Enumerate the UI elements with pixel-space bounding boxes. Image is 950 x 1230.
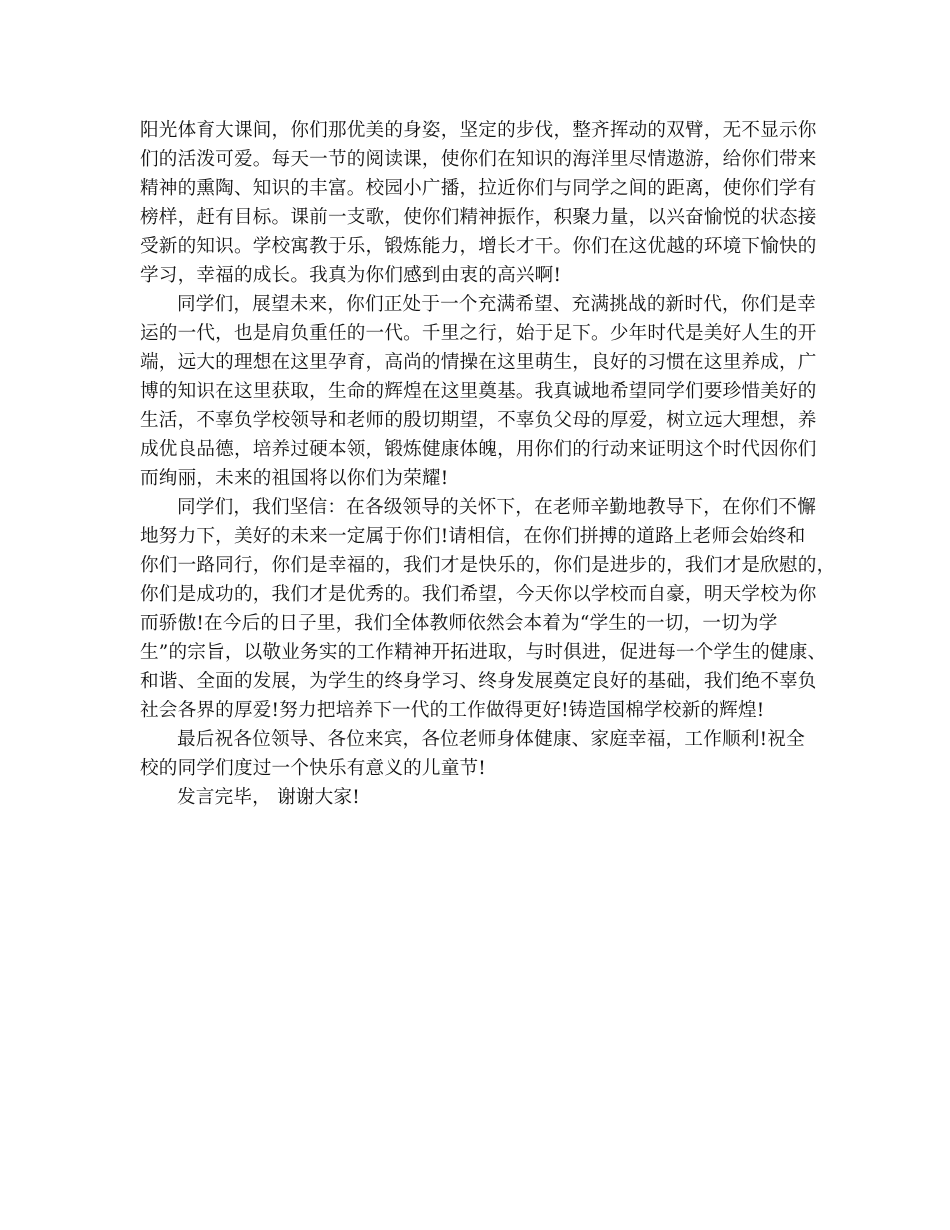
paragraph-4	[140, 725, 815, 783]
text-line: 运的一代，也是肩负重任的一代。千里之行，始于足下。少年时代是美好人生的开	[140, 323, 817, 344]
text-line: 校的同学们度过一个快乐有意义的儿童节!	[140, 758, 486, 779]
text-line: 社会各界的厚爱!努力把培养下一代的工作做得更好!铸造国棉学校新的辉煌!	[140, 700, 765, 721]
text-line: 受新的知识。学校寓教于乐，锻炼能力，增长才干。你们在这优越的环境下愉快的	[140, 236, 817, 257]
text-line: 发言完毕， 谢谢大家!	[177, 787, 360, 808]
paragraph-5	[140, 783, 815, 812]
text-line: 成优良品德，培养过硬本领，锻炼健康体魄，用你们的行动来证明这个时代因你们	[140, 439, 817, 460]
paragraph-3	[140, 493, 836, 725]
text-line: 同学们，我们坚信：在各级领导的关怀下，在老师辛勤地教导下，在你们不懈	[177, 497, 816, 518]
text-line: 端，远大的理想在这里孕育，高尚的情操在这里萌生，良好的习惯在这里养成，广	[140, 352, 817, 373]
text-line: 精神的熏陶、知识的丰富。校园小广播，拉近你们与同学之间的距离，使你们学有	[140, 178, 817, 199]
text-line: 和谐、全面的发展，为学生的终身学习、终身发展奠定良好的基础，我们绝不辜负	[140, 671, 817, 692]
text-line: 学习，幸福的成长。我真为你们感到由衷的高兴啊!	[140, 265, 562, 286]
text-line: 榜样，赶有目标。课前一支歌，使你们精神振作，积聚力量，以兴奋愉悦的状态接	[140, 207, 817, 228]
document-body	[140, 116, 836, 812]
text-line: 地努力下，美好的未来一定属于你们!请相信，在你们拼搏的道路上老师会始终和	[140, 526, 806, 547]
paragraph-2	[140, 290, 815, 493]
text-line: 们的活泼可爱。每天一节的阅读课，使你们在知识的海洋里尽情遨游，给你们带来	[140, 149, 817, 170]
text-line: 你们是成功的，我们才是优秀的。我们希望，今天你以学校而自豪，明天学校为你	[140, 584, 817, 605]
text-line: 而骄傲!在今后的日子里，我们全体教师依然会本着为“学生的一切，一切为学	[140, 613, 778, 634]
text-line: 生”的宗旨，以敬业务实的工作精神开拓进取，与时俱进，促进每一个学生的健康、	[140, 642, 827, 663]
text-line: 最后祝各位领导、各位来宾，各位老师身体健康、家庭幸福，工作顺利!祝全	[177, 729, 805, 750]
text-line: 你们一路同行，你们是幸福的，我们才是快乐的，你们是进步的，我们才是欣慰的，	[140, 555, 836, 576]
text-line: 阳光体育大课间，你们那优美的身姿，坚定的步伐，整齐挥动的双臂，无不显示你	[140, 120, 817, 141]
paragraph-1	[140, 116, 815, 290]
text-line: 而绚丽，未来的祖国将以你们为荣耀!	[140, 468, 449, 489]
text-line: 生活，不辜负学校领导和老师的殷切期望，不辜负父母的厚爱，树立远大理想，养	[140, 410, 817, 431]
text-line: 同学们，展望未来，你们正处于一个充满希望、充满挑战的新时代，你们是幸	[177, 294, 816, 315]
text-line: 博的知识在这里获取，生命的辉煌在这里奠基。我真诚地希望同学们要珍惜美好的	[140, 381, 817, 402]
